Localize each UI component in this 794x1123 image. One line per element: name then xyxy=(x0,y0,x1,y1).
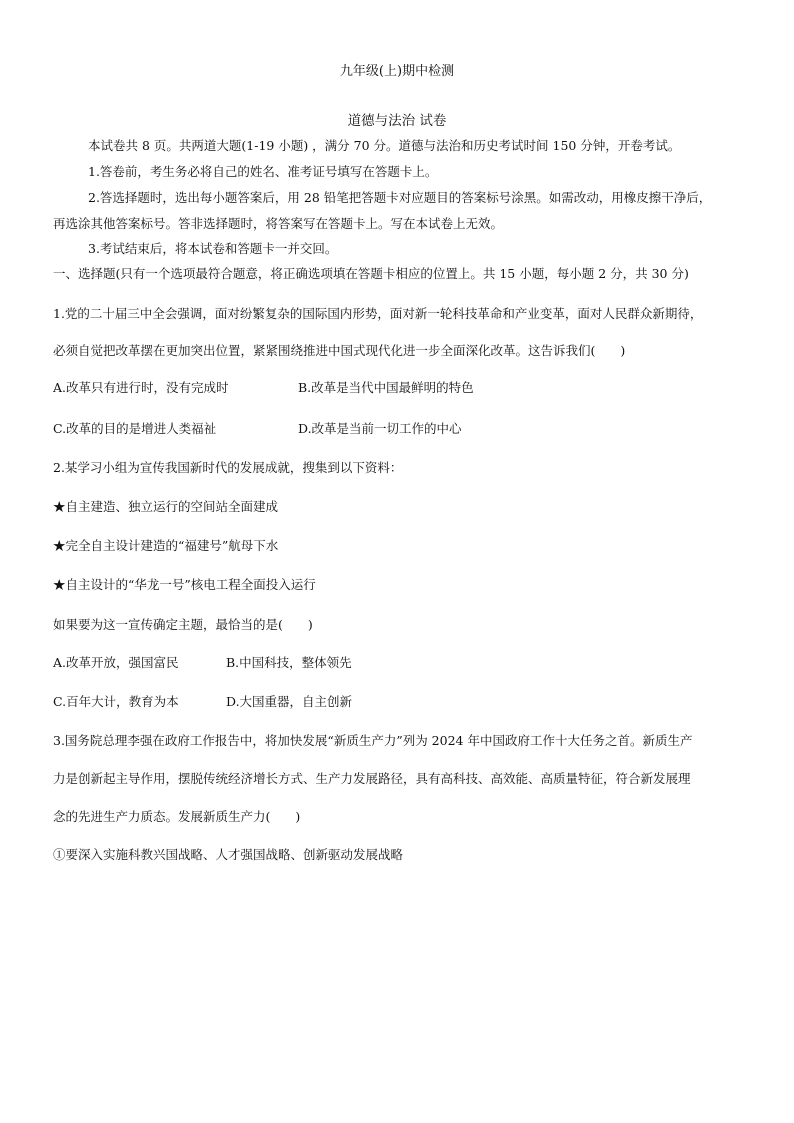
subject-title: 道德与法治 试卷 xyxy=(347,113,447,129)
instruction-line: 1.答卷前，考生务必将自己的姓名、准考证号填写在答题卡上。 xyxy=(88,164,438,179)
question-1-option-a: A.改革只有进行时，没有完成时 xyxy=(53,380,229,395)
question-3-choice: ①要深入实施科教兴国战略、人才强国战略、创新驱动发展战略 xyxy=(53,847,404,862)
question-2-option-a: A.改革开放，强国富民 xyxy=(53,655,179,670)
question-1-option-c: C.改革的目的是增进人类福祉 xyxy=(53,421,217,436)
grade-title: 九年级(上)期中检测 xyxy=(339,64,455,79)
question-2-item: ★自主建造、独立运行的空间站全面建成 xyxy=(53,499,279,514)
question-2-item: ★自主设计的“华龙一号”核电工程全面投入运行 xyxy=(53,577,316,592)
question-1-option-b: B.改革是当代中国最鲜明的特色 xyxy=(298,380,474,395)
question-2-item: ★完全自主设计建造的“福建号”航母下水 xyxy=(53,538,279,553)
question-3-line: 念的先进生产力质态。发展新质生产力( ) xyxy=(53,809,301,824)
question-1-option-d: D.改革是当前一切工作的中心 xyxy=(298,421,462,436)
instruction-line: 再选涂其他答案标号。答非选择题时，将答案写在答题卡上。写在本试卷上无效。 xyxy=(53,216,504,231)
question-1-line: 1.党的二十届三中全会强调，面对纷繁复杂的国际国内形势，面对新一轮科技革命和产业变革，面对人民群众新期待， xyxy=(53,306,703,321)
question-3-line: 力是创新起主导作用，摆脱传统经济增长方式、生产力发展路径，具有高科技、高效能、高质量特征，符合新发展理 xyxy=(53,771,691,786)
instruction-line: 3.考试结束后，将本试卷和答题卡一并交回。 xyxy=(88,241,338,256)
question-1-line: 必须自觉把改革摆在更加突出位置，紧紧围绕推进中国式现代化进一步全面深化改革。这告诉我们( ) xyxy=(53,343,626,358)
question-2-option-b: B.中国科技，整体领先 xyxy=(226,655,352,670)
instruction-line: 本试卷共 8 页。共两道大题(1-19 小题) ，满分 70 分。道德与法治和历史考试时间 150 分钟，开卷考试。 xyxy=(88,138,681,153)
section-heading: 一、选择题(只有一个选项最符合题意，将正确选项填在答题卡相应的位置上。共 15 小题，每小题 2 分，共 30 分) xyxy=(53,266,689,281)
question-2-stem: 2.某学习小组为宣传我国新时代的发展成就，搜集到以下资料： xyxy=(53,460,403,475)
instruction-line: 2.答选择题时，选出每小题答案后，用 28 铅笔把答题卡对应题目的答案标号涂黑。如需改动，用橡皮擦干净后， xyxy=(88,190,712,205)
question-3-line: 3.国务院总理李强在政府工作报告中，将加快发展“新质生产力”列为 2024 年中国政府工作十大任务之首。新质生产 xyxy=(53,733,693,748)
question-2-option-d: D.大国重器，自主创新 xyxy=(226,694,353,709)
question-2-option-c: C.百年大计，教育为本 xyxy=(53,694,179,709)
question-2-question: 如果要为这一宣传确定主题，最恰当的是( ) xyxy=(53,617,313,632)
